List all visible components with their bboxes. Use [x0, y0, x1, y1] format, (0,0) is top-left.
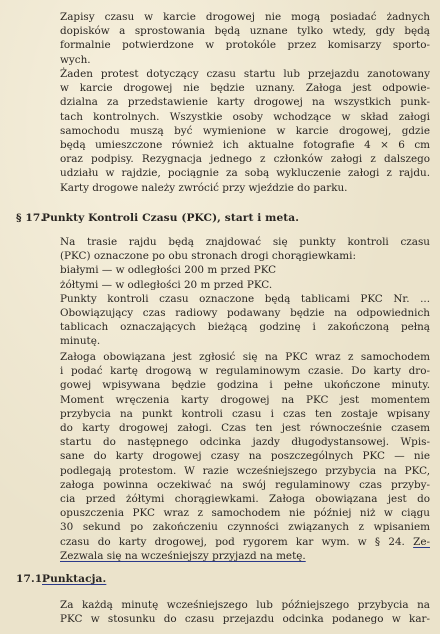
- text-line: dzialna za przedstawienie karty drogowej na wszystkich punk-: [60, 96, 430, 109]
- section-17-1-heading: [16, 573, 106, 585]
- paragraph-pkc-points: [60, 235, 430, 349]
- paragraph-protest: [60, 67, 430, 195]
- underlined-early-arrival: Zezwala się na wcześniejszy przyjazd na metę.: [60, 549, 306, 562]
- text-line: wych.: [60, 53, 91, 66]
- text-line: Żaden protest dotyczący czasu startu lub przejazdu zanotowany: [60, 68, 430, 80]
- text-line: białymi — w odległości 200 m przed PKC: [60, 264, 277, 277]
- text-line: Na trasie rajdu będą znajdować się punkty kontroli czasu: [60, 236, 430, 248]
- text-line: Załoga obowiązana jest zgłosić się na PKC wraz z samochodem: [60, 351, 430, 363]
- text-line: podlegają protestom. W razie wcześniejszego przybycia na PKC,: [60, 464, 430, 477]
- text-line: minutę.: [60, 335, 101, 348]
- text-line-start: czasu do karty drogowej, pod rygorem kar wym. w § 24.: [60, 535, 405, 548]
- text-line: cia przed żółtymi chorągiewkami. Załoga obowiązana jest do: [60, 493, 430, 506]
- text-line: gowej wpisywana będzie godzina i pełne ukończone minuty.: [60, 379, 430, 392]
- text-line: formalnie potwierdzone w protokóle przez komisarzy sporto-: [60, 39, 430, 52]
- text-line-with-underline: [60, 535, 430, 549]
- section-17-heading: [16, 212, 299, 224]
- text-line: tablicach oznaczających bieżącą godzinę i zakończoną pełną: [60, 321, 430, 334]
- text-line: Moment wręczenia karty drogowej na PKC jest momentem: [60, 393, 430, 406]
- section-title: Punktacja.: [42, 573, 107, 585]
- paragraph-scoring: [60, 598, 430, 626]
- text-line: dopisków a sprostowania będą uznane tylko wtedy, gdy będą: [60, 25, 430, 38]
- paragraph-time-records: [60, 10, 430, 67]
- text-line: (PKC) oznaczone po obu stronach drogi chorągiewkami:: [60, 250, 356, 263]
- text-line: Obowiązujący czas radiowy podawany będzie na odpowiednich: [60, 307, 430, 320]
- text-line: sane do karty drogowej czasy na poszczególnych PKC — nie: [60, 450, 430, 463]
- text-line: przybycia na punkt kontroli czasu i czas ten zostaje wpisany: [60, 407, 430, 420]
- text-line: PKC w stosunku do czasu przejazdu odcinka podanego w kar-: [60, 613, 430, 626]
- text-line: oraz podpisy. Rezygnacja jednego z członków załogi z dalszego: [60, 153, 430, 166]
- text-line: udziału w rajdzie, pociągnie za sobą wykluczenie załogi z rajdu.: [60, 167, 430, 180]
- text-line: samochodu muszą być wymienione w karcie drogowej, gdzie: [60, 124, 430, 137]
- section-title: Punkty Kontroli Czasu (PKC), start i meta.: [42, 212, 300, 224]
- text-line: Za każdą minutę wcześniejszego lub późniejszego przybycia na: [60, 599, 430, 611]
- text-line-underlined: [60, 549, 430, 563]
- section-number: § 17.: [16, 212, 45, 224]
- text-line: Karty drogowe należy zwrócić przy wjeździe do parku.: [60, 181, 348, 194]
- text-line: tach kontrolnych. Wszystkie osoby wchodzące w skład załogi: [60, 110, 430, 123]
- text-line: żółtymi — w odległości 20 m przed PKC.: [60, 278, 273, 291]
- text-line: Punkty kontroli czasu oznaczone będą tablicami PKC Nr. ...: [60, 292, 430, 305]
- paragraph-crew-obligations: [60, 350, 430, 563]
- text-line: opuszczenia PKC wraz z samochodem nie później niż w ciągu: [60, 507, 430, 520]
- text-line: do karty drogowej załogi. Czas ten jest równocześnie czasem: [60, 422, 430, 435]
- text-line: 30 sekund po zakończeniu czynności związanych z wpisaniem: [60, 521, 430, 534]
- text-line: będą umieszczone również ich aktualne fotografie 4 × 6 cm: [60, 139, 430, 152]
- section-number: 17.1.: [16, 573, 46, 585]
- text-line: w karcie drogowej nie będzie uznany. Załoga jest odpowie-: [60, 82, 430, 95]
- underlined-ze: Ze-: [413, 535, 430, 548]
- text-line: Zapisy czasu w karcie drogowej nie mogą posiadać żadnych: [60, 11, 430, 23]
- text-line: startu do następnego odcinka jazdy długodystansowej. Wpis-: [60, 436, 430, 449]
- text-line: i podać kartę drogową w regulaminowym czasie. Do karty dro-: [60, 365, 430, 378]
- text-line: załoga powinna oczekiwać na swój regulaminowy czas przyby-: [60, 478, 430, 491]
